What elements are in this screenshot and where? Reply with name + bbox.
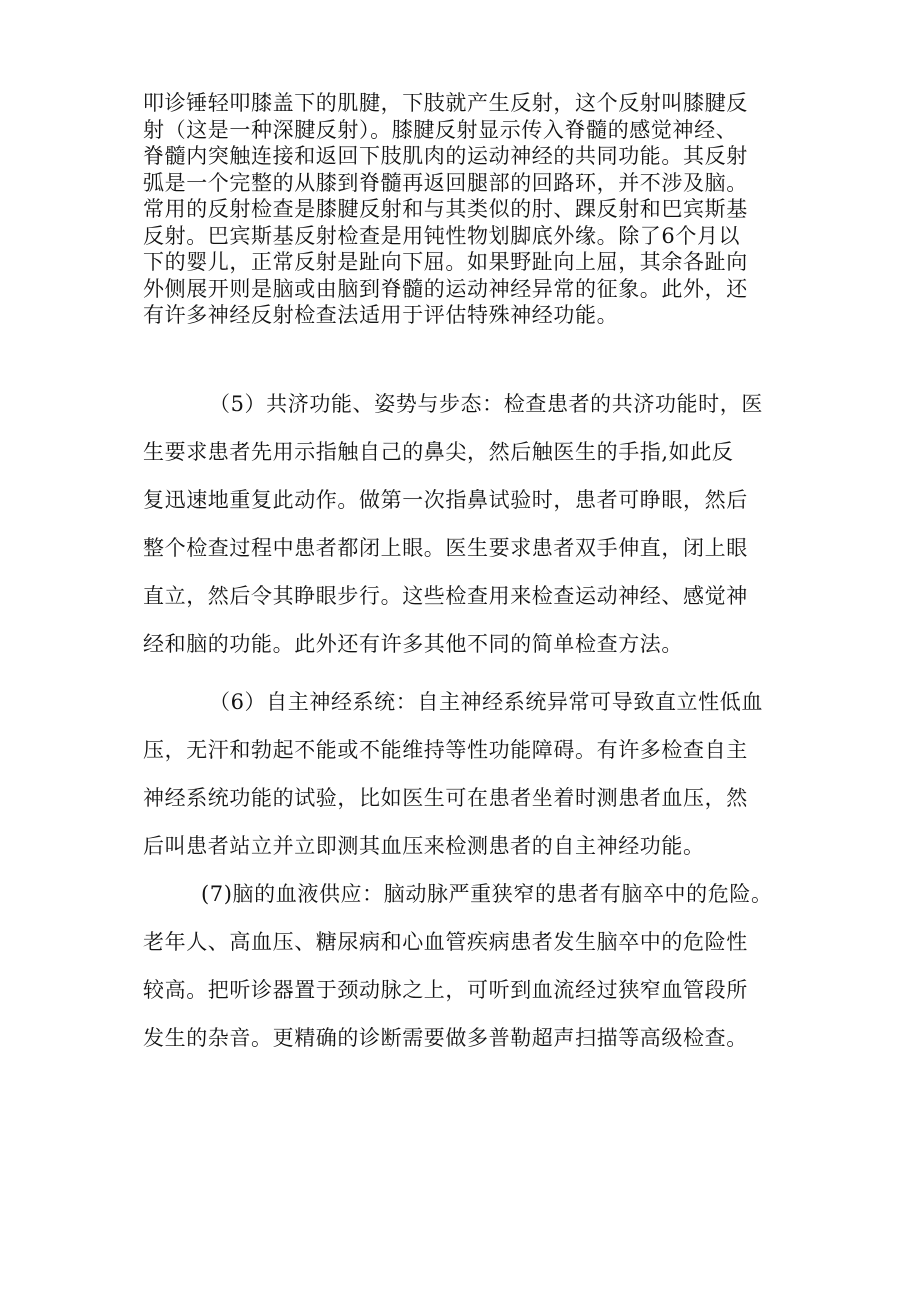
text-line: 后叫患者站立并立即测其血压来检测患者的自主神经功能。: [143, 834, 705, 858]
text-line: 老年人、高血压、糖尿病和心血管疾病患者发生脑卒中的危险性: [143, 930, 748, 954]
paragraph-knee-reflex: [143, 90, 803, 329]
paragraph-autonomic-nervous-system: [143, 678, 803, 870]
text-line: 直立，然后令其睁眼步行。这些检查用来检查运动神经、感觉神: [143, 584, 748, 608]
text-line: （6）自主神经系统：自主神经系统异常可导致直立性低血: [209, 690, 763, 714]
text-line: 复迅速地重复此动作。做第一次指鼻试验时，患者可睁眼，然后: [143, 488, 748, 512]
text-line: 叩诊锤轻叩膝盖下的肌腱，下肢就产生反射，这个反射叫膝腱反: [143, 91, 748, 115]
text-line: 弧是一个完整的从膝到脊髓再返回腿部的回路环，并不涉及脑。: [143, 170, 748, 195]
text-line: （5）共济功能、姿势与步态：检查患者的共济功能时，医: [209, 392, 763, 416]
text-line: 脊髓内突触连接和返回下肢肌肉的运动神经的共同功能。其反射: [143, 144, 748, 168]
text-line: 射（这是一种深腱反射）。膝腱反射显示传入脊髓的感觉神经、: [143, 117, 738, 142]
text-line: 发生的杂音。更精确的诊断需要做多普勒超声扫描等高级检查。: [143, 1026, 748, 1050]
text-line: 反射。巴宾斯基反射检查是用钝性物划脚底外缘。除了6个月以: [143, 223, 741, 248]
paragraph-brain-blood-supply: [143, 870, 803, 1062]
text-line: 下的婴儿，正常反射是趾向下屈。如果野趾向上屈，其余各趾向: [143, 250, 748, 274]
text-line: 经和脑的功能。此外还有许多其他不同的简单检查方法。: [143, 632, 683, 656]
text-line: 整个检查过程中患者都闭上眼。医生要求患者双手伸直，闭上眼: [143, 536, 748, 560]
text-line: 较高。把听诊器置于颈动脉之上，可听到血流经过狭窄血管段所: [143, 978, 748, 1002]
text-line: 外侧展开则是脑或由脑到脊髓的运动神经异常的征象。此外，还: [143, 276, 748, 301]
text-line: 有许多神经反射检查法适用于评估特殊神经功能。: [143, 303, 619, 327]
text-line: 常用的反射检查是膝腱反射和与其类似的肘、踝反射和巴宾斯基: [143, 197, 748, 221]
text-line: 神经系统功能的试验，比如医生可在患者坐着时测患者血压，然: [143, 786, 748, 810]
text-line: 压，无汗和勃起不能或不能维持等性功能障碍。有许多检查自主: [143, 738, 748, 762]
paragraph-coordination: [143, 380, 803, 668]
text-line: 生要求患者先用示指触自己的鼻尖，然后触医生的手指,如此反: [143, 440, 734, 464]
text-line: (7)脑的血液供应：脑动脉严重狭窄的患者有脑卒中的危险。: [201, 882, 773, 906]
